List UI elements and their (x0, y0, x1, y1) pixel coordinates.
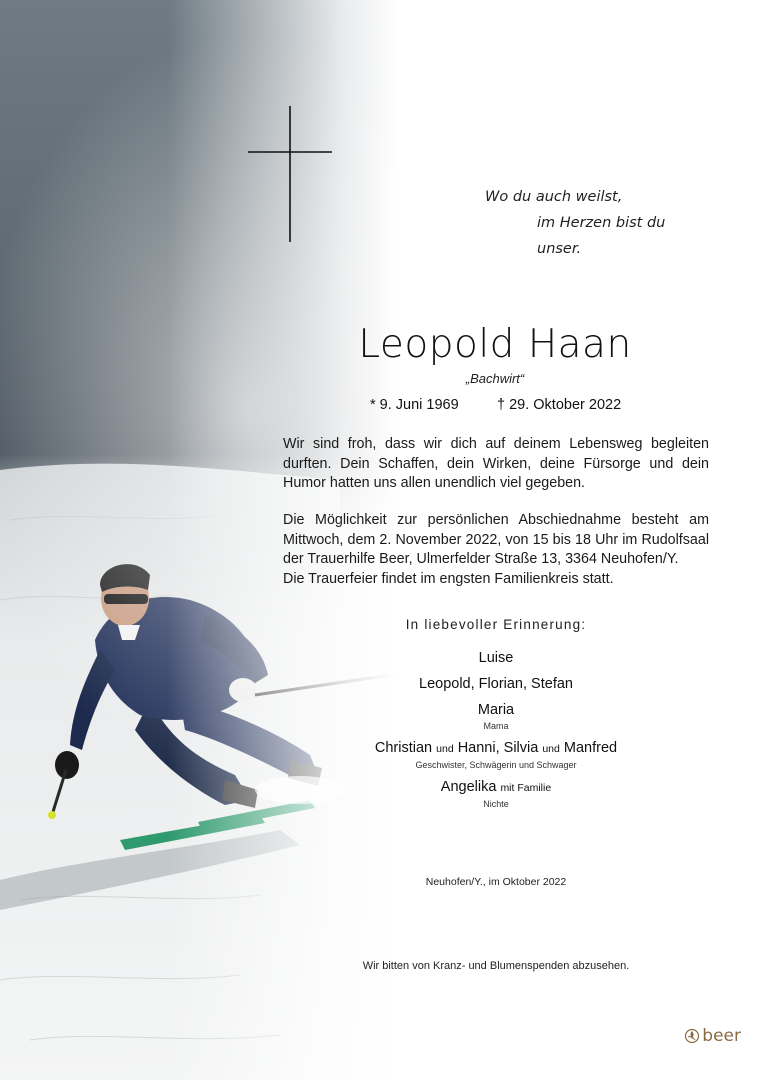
farewell-paragraph: Die Möglichkeit zur persönlichen Abschiednahme besteht am Mittwoch, dem 2. November 2022, von 15 bis 18 Uhr im Rudolfsaal der Trauerhilfe Beer, Ulmerfelder Straße 13, 3364 Neuhofen/Y. (283, 512, 709, 567)
family-member-mother: Maria (477, 702, 515, 718)
family-relation-niece: Nichte (483, 799, 509, 809)
flower-logo-icon (684, 1028, 700, 1044)
family-member-siblings (283, 738, 709, 759)
motto (407, 184, 707, 262)
conjunction: und (542, 743, 560, 755)
family-member-sons: Leopold, Florian, Stefan (419, 676, 573, 692)
death-date: † 29. Oktober 2022 (497, 397, 622, 413)
place-date: Neuhofen/Y., im Oktober 2022 (425, 876, 567, 888)
family-list (283, 648, 709, 816)
memory-heading: In liebevoller Erinnerung: (405, 617, 587, 632)
sibling-name: Hanni, Silvia (457, 740, 539, 756)
flower-request: Wir bitten von Kranz- und Blumenspenden abzusehen. (362, 960, 630, 972)
deceased-name: Leopold Haan (358, 322, 632, 367)
motto-line-1: Wo du auch weilst, (485, 189, 623, 205)
beer-logo (684, 1026, 741, 1046)
family-relation-mother: Mama (483, 721, 509, 731)
logo-text: beer (702, 1026, 741, 1046)
tribute-paragraph: Wir sind froh, dass wir dich auf deinem Lebensweg begleiten durften. Dein Schaffen, dein Wirken, deine Fürsorge und dein Humor hatten uns allen unendlich viel gegeben. (283, 436, 709, 491)
conjunction: und (436, 743, 454, 755)
motto-line-2: im Herzen bist du unser. (537, 215, 666, 257)
sibling-name: Manfred (563, 740, 618, 756)
family-member-luise: Luise (478, 650, 514, 666)
niece-with-family: mit Familie (500, 782, 552, 794)
family-relation-siblings: Geschwister, Schwägerin und Schwager (415, 760, 577, 770)
sibling-name: Christian (374, 740, 433, 756)
cross-icon (248, 106, 332, 242)
family-member-niece (283, 777, 709, 798)
niece-name: Angelika (440, 779, 497, 795)
deceased-nickname: „Bachwirt“ (465, 371, 525, 386)
birth-date: * 9. Juni 1969 (370, 397, 459, 413)
funeral-paragraph: Die Trauerfeier findet im engsten Familienkreis statt. (283, 571, 614, 587)
